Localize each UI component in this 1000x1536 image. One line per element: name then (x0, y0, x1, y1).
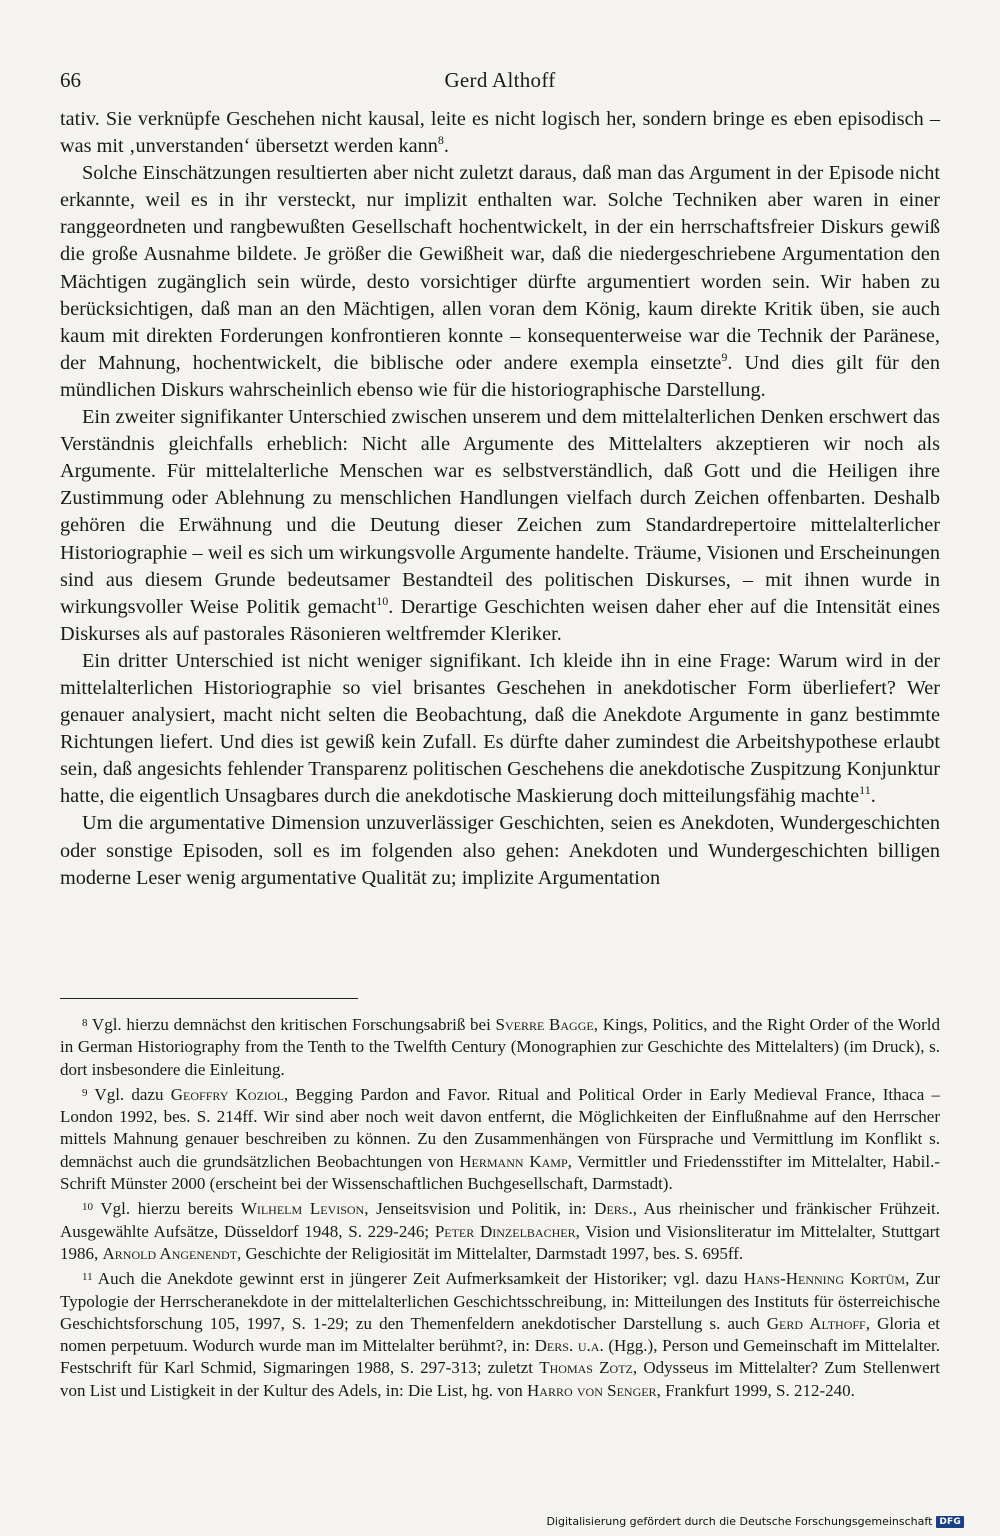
paragraph: Ein dritter Unterschied ist nicht weniger signifikant. Ich kleide ihn in eine Frage: Warum wird in der mittelalterlichen Historiographie so viel brisantes Geschehen in anekdotischer Form überliefert? Wer genauer analysiert, macht nicht selten die Beobachtung, daß die Anekdote Argumente in ganz bestimmte Richtungen liefert. Und dies ist gewiß kein Zufall. Es dürfte daher zumindest die Arbeitshypothese erlaubt sein, daß angesichts fehlender Transparenz politischen Geschehens die anekdotische Zuspitzung Konjunktur hatte, die eigentlich Unsagbares durch die anekdotische Maskierung doch mitteilungsfähig machte$^{11}$. (60, 649, 940, 808)
footnote-ref[interactable]: 9 (721, 350, 728, 365)
paragraph: tativ. Sie verknüpfe Geschehen nicht kausal, leite es nicht logisch her, sondern bringe es eben episodisch – was mit ‚unverstanden‘ übersetzt werden kann$^8$. (60, 108, 940, 158)
dfg-logo: DFG (936, 1516, 964, 1528)
footnote-ref[interactable]: 10 (376, 593, 389, 608)
paragraph: Ein zweiter signifikanter Unterschied zwischen unserem und dem mittelalterlichen Denken erschwert das Verständnis gleichfalls erheblich: Nicht alle Argumente des Mittelalters akzeptieren wir noch als Argumente. Für mittelalterliche Menschen war es selbstverständlich, daß Gott und die Heiligen ihre Zustimmung oder Ablehnung zu menschlichen Handlungen vielfach durch Zeichen offenbarten. Deshalb gehören die Erwähnung und die Deutung dieser Zeichen zum Standardrepertoire mittelalterlicher Historiographie – weil es sich um wirkungsvolle Argumente handelte. Träume, Visionen und Erscheinungen sind aus diesem Grunde bedeutsamer Bestandteil des politischen Diskurses, – mit ihnen wurde in wirkungsvoller Weise Politik gemacht$^{10}$. Derartige Geschichten weisen daher eher auf die Intensität eines Diskurses als auf pastorales Räsonieren weltfremder Kleriker. (60, 406, 940, 645)
footnote-9: $^9$ Vgl. dazu Geoffry Koziol, Begging Pardon and Favor. Ritual and Political Order in Early Medieval France, Ithaca – London 1992, bes. S. 214ff. Wir sind aber noch weit davon entfernt, die Möglichkeiten der Einflußnahme auf den Herrscher mittels Mahnung genauer beschreiben zu können. Zu den Zusammenhängen von Fürsprache und Vermittlung im Konflikt s. demnächst auch die grundsätzlichen Beobachtungen von Hermann Kamp, Vermittler und Friedensstifter im Mittelalter, Habil.-Schrift Münster 2000 (erscheint bei der Wissenschaftlichen Buchgesellschaft, Darmstadt). (60, 1084, 940, 1194)
footnote-ref[interactable]: 11 (859, 783, 871, 798)
footnote-10: $^{10}$ Vgl. hierzu bereits Wilhelm Levison, Jenseitsvision und Politik, in: Ders., Aus rheinischer und fränkischer Frühzeit. Ausgewählte Aufsätze, Düsseldorf 1948, S. 229-246; Peter Dinzelbacher, Vision und Visionsliteratur im Mittelalter, Stuttgart 1986, Arnold Angenendt, Geschichte der Religiosität im Mittelalter, Darmstadt 1997, bes. S. 695ff. (60, 1199, 941, 1263)
paragraph: Solche Einschätzungen resultierten aber nicht zuletzt daraus, daß man das Argument in der Episode nicht erkannte, weil es in ihr versteckt, nur implizit enthalten war. Solche Techniken aber waren in einer ranggeordneten und rangbewußten Gesellschaft hochentwickelt, in der ein herrschaftsfreier Diskurs gewiß die große Ausnahme bildete. Je größer die Gewißheit war, daß die niedergeschriebene Argumentation den Mächtigen zugänglich sein würde, desto vorsichtiger dürfte argumentiert worden sein. Wir haben zu berücksichtigen, daß man an den Mächtigen, allen voran dem König, kaum direkte Kritik üben, sie auch kaum mit direkten Forderungen konfrontieren konnte – konsequenterweise war die Technik der Paränese, der Mahnung, hochentwickelt, die biblische oder andere exempla einsetzte$^9$. Und dies gilt für den mündlichen Diskurs wahrscheinlich ebenso wie für die historiographische Darstellung. (60, 162, 941, 401)
footnote-8: $^8$ Vgl. hierzu demnächst den kritischen Forschungsabriß bei Sverre Bagge, Kings, Politics, and the Right Order of the World in German Historiography from the Tenth to the Twelfth Century (Monographien zur Geschichte des Mittelalters) (im Druck), s. dort insbesondere die Einleitung. (60, 1015, 941, 1079)
footnote-11: $^{11}$ Auch die Anekdote gewinnt erst in jüngerer Zeit Aufmerksamkeit der Historiker; vgl. dazu Hans-Henning Kortüm, Zur Typologie der Herrscheranekdote in der mittelalterlichen Geschichtsschreibung, in: Mitteilungen des Instituts für österreichische Geschichtsforschung 105, 1997, S. 1-29; zu den Themenfeldern anekdotischer Darstellung s. auch Gerd Althoff, Gloria et nomen perpetuum. Wodurch wurde man im Mittelalter berühmt?, in: Ders. u.a. (Hgg.), Person und Gemeinschaft im Mittelalter. Festschrift für Karl Schmid, Sigmaringen 1988, S. 297-313; zuletzt Thomas Zotz, Odysseus im Mittelalter? Zum Stellenwert von List und Listigkeit in der Kultur des Adels, in: Die List, hg. von Harro von Senger, Frankfurt 1999, S. 212-240. (60, 1269, 941, 1400)
page-number: 66 (60, 68, 81, 92)
page-header (60, 68, 940, 96)
footnote-separator (60, 998, 358, 999)
funding-notice (546, 1515, 964, 1528)
footnotes (60, 1014, 940, 1402)
footnote-ref[interactable]: 8 (437, 133, 444, 148)
running-head: Gerd Althoff (444, 68, 556, 92)
body-text (60, 106, 940, 892)
funding-text: Digitalisierung gefördert durch die Deutsche Forschungsgemeinschaft (546, 1515, 933, 1528)
paragraph: Um die argumentative Dimension unzuverlässiger Geschichten, seien es Anekdoten, Wundergeschichten oder sonstige Episoden, soll es im folgenden also gehen: Anekdoten und Wundergeschichten billigen moderne Leser wenig argumentative Qualität zu; implizite Argumentation (60, 812, 940, 889)
